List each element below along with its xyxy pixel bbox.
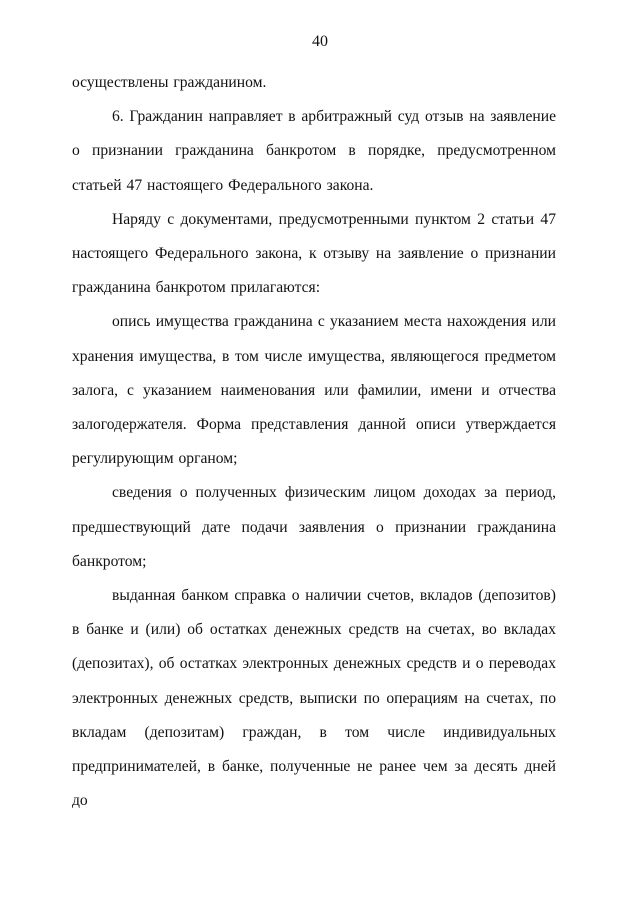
paragraph-property-inventory: опись имущества гражданина с указанием места нахождения или хранения имущества, в том числе имущества, являющегося предметом залога, с указанием наименования или фамилии, имени и отчества залогодержателя. Форма представления данной описи утверждается регулирующим органом;	[72, 313, 556, 468]
paragraph-attachments-intro: Наряду с документами, предусмотренными пунктом 2 статьи 47 настоящего Федерального закона, к отзыву на заявление о признании гражданина банкротом прилагаются:	[72, 210, 556, 297]
paragraph-income-info: сведения о полученных физическим лицом доходах за период, предшествующий дате подачи заявления о признании гражданина банкротом;	[72, 484, 556, 570]
paragraph-item-6: 6. Гражданин направляет в арбитражный суд отзыв на заявление о признании гражданина банкротом в порядке, предусмотренном статьей 47 настоящего Федерального закона.	[72, 108, 556, 194]
page-number: 40	[312, 33, 328, 50]
paragraph-bank-statement: выданная банком справка о наличии счетов, вкладов (депозитов) в банке и (или) об остатках денежных средств на счетах, во вкладах (депозитах), об остатках электронных денежных средств и о переводах электронных денежных средств, выписки по операциям на счетах, по вкладам (депозитам) граждан, в том числе индивидуальных предпринимателей, в банке, полученные не ранее чем за десять дней до	[72, 587, 556, 810]
paragraph-continuation: осуществлены гражданином.	[72, 74, 267, 91]
document-body	[72, 66, 556, 818]
